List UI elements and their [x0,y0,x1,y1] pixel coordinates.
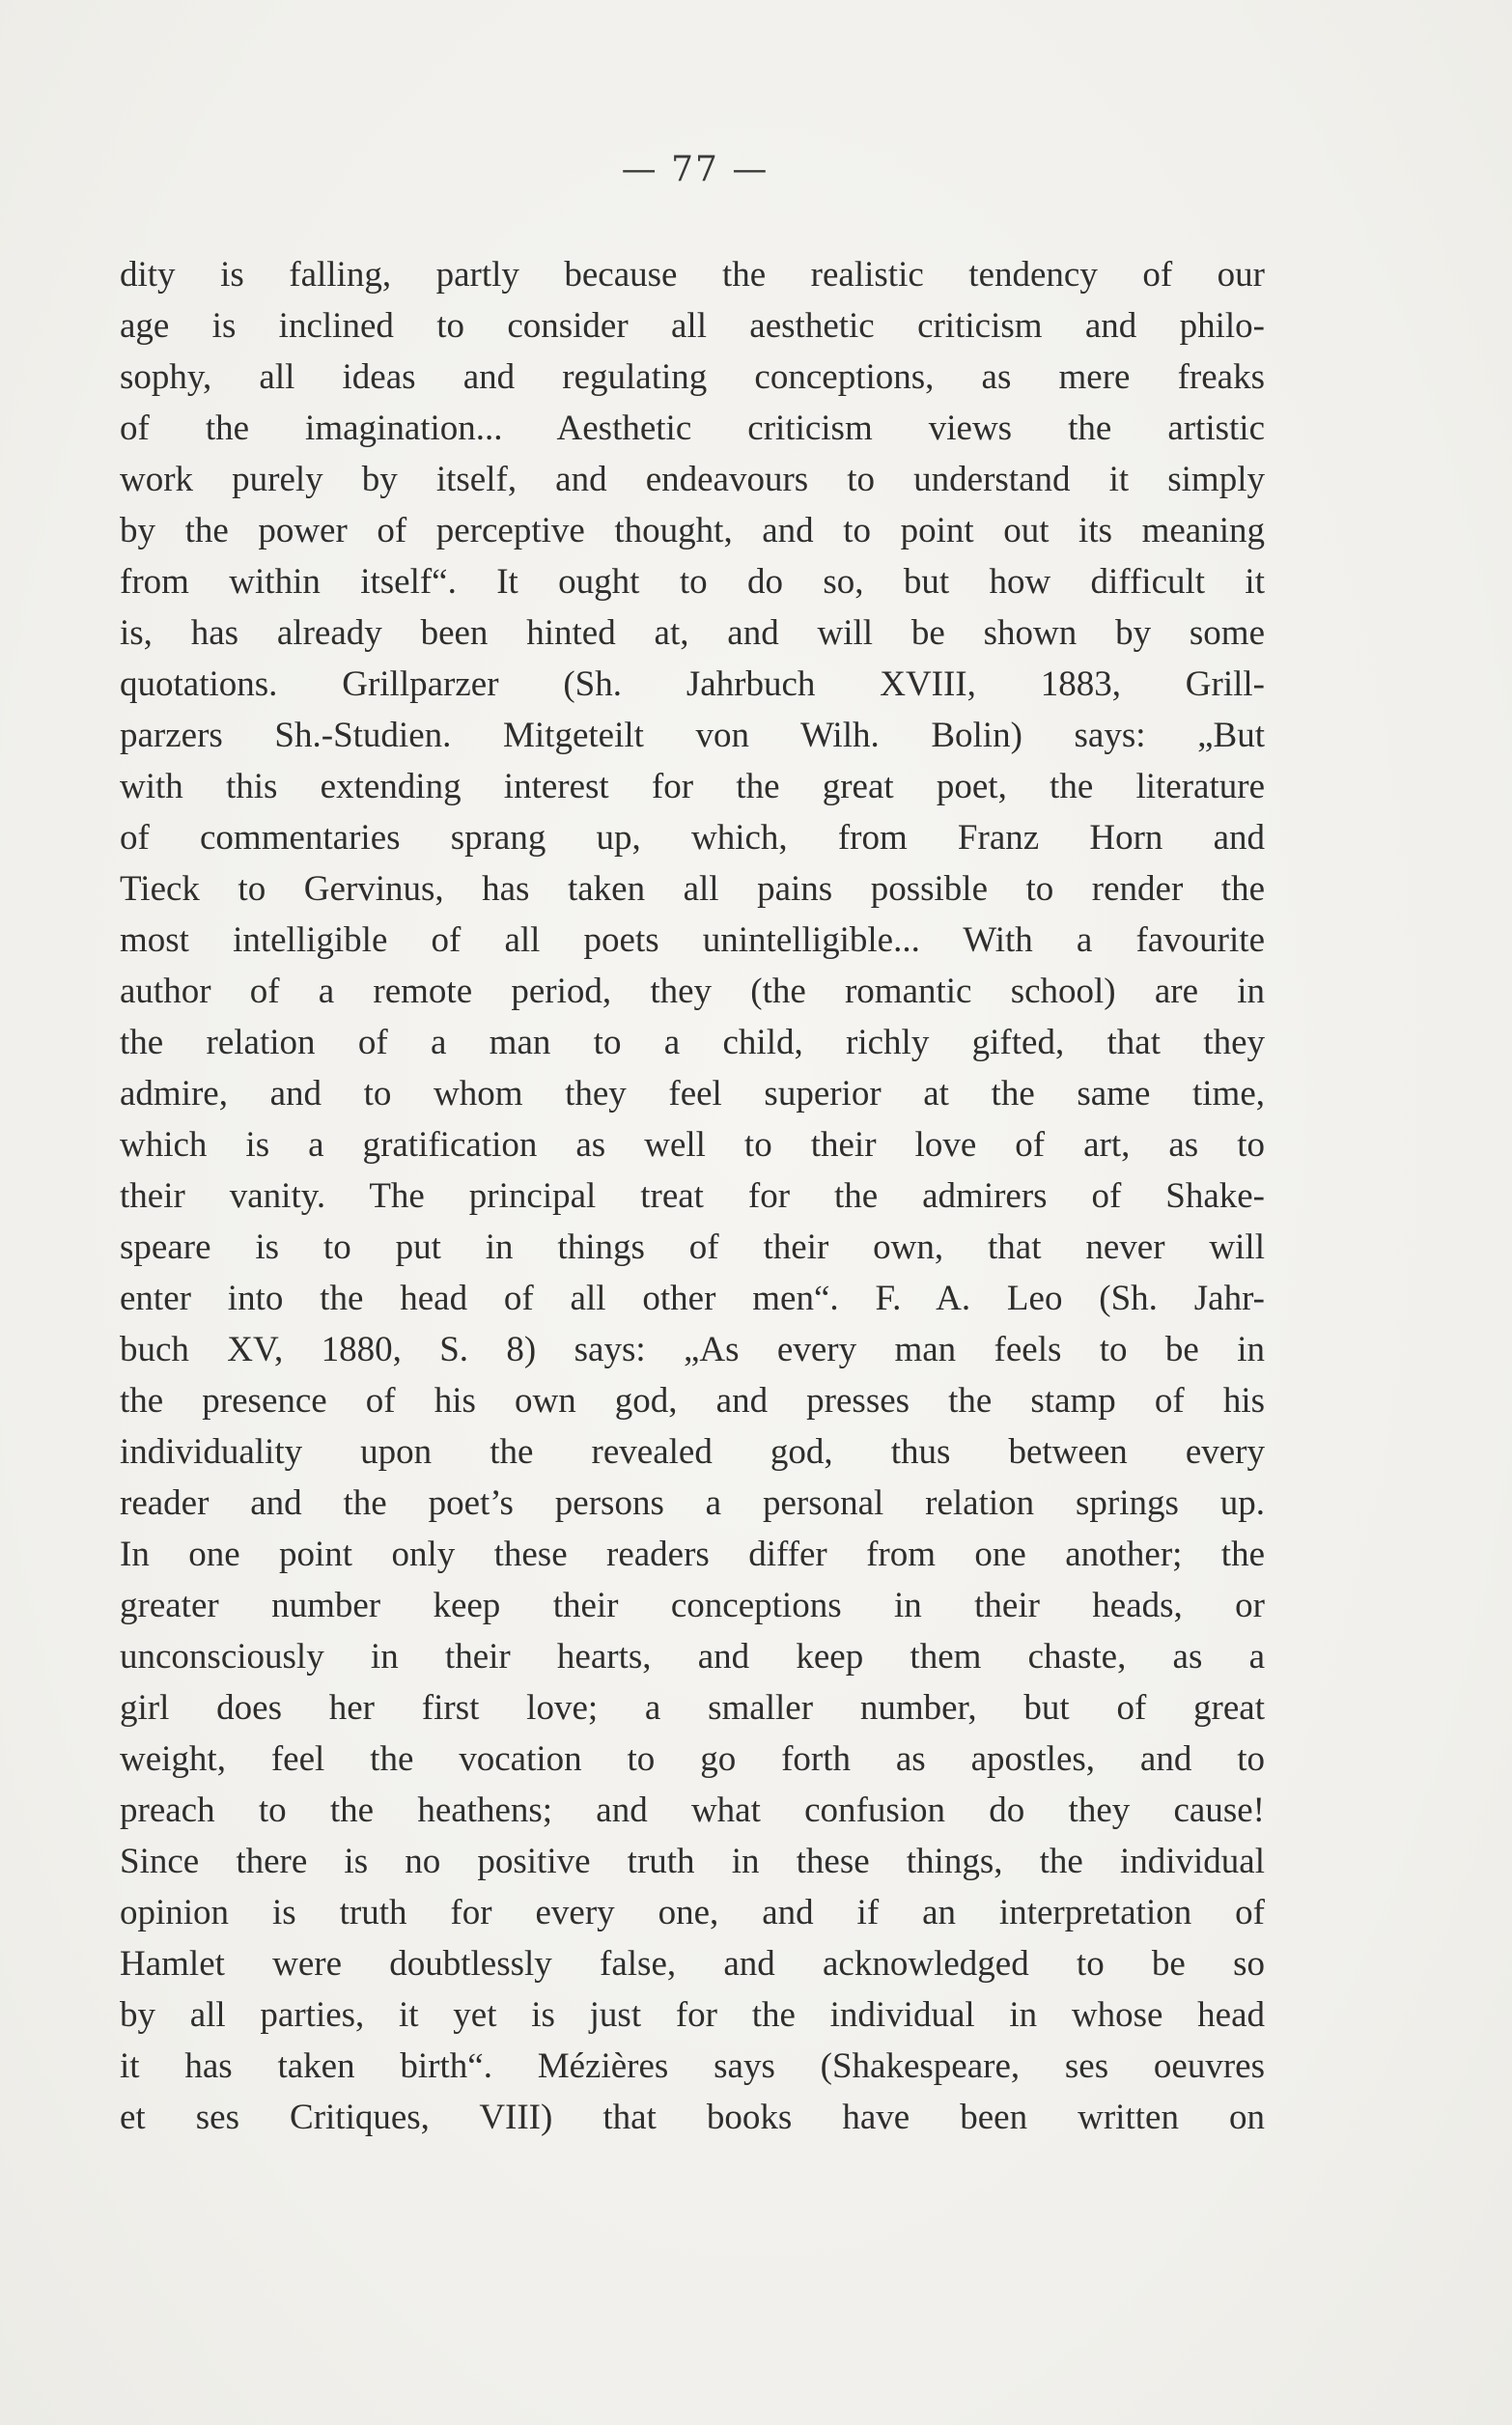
text-line: work purely by itself, and endeavours to understand it simply [120,460,1265,499]
text-line: Since there is no positive truth in these things, the individual [120,1842,1265,1881]
page-number: — 77 — [621,150,770,189]
text-line: is, has already been hinted at, and will be shown by some [120,613,1265,653]
text-line: reader and the poet’s persons a personal relation springs up. [120,1483,1265,1523]
text-line: age is inclined to consider all aesthetic criticism and philo- [120,306,1265,346]
text-line: enter into the head of all other men“. F. A. Leo (Sh. Jahr- [120,1279,1265,1318]
text-line: which is a gratification as well to their love of art, as to [120,1125,1265,1165]
text-line: opinion is truth for every one, and if an interpretation of [120,1893,1265,1932]
text-line: individuality upon the revealed god, thus between every [120,1432,1265,1472]
text-line: by the power of perceptive thought, and to point out its meaning [120,511,1265,550]
text-line: the relation of a man to a child, richly gifted, that they [120,1023,1265,1062]
text-line: unconsciously in their hearts, and keep them chaste, as a [120,1637,1265,1677]
text-line: parzers Sh.-Studien. Mitgeteilt von Wilh. Bolin) says: „But [120,716,1265,755]
text-line: greater number keep their conceptions in their heads, or [120,1586,1265,1625]
text-line: of commentaries sprang up, which, from Franz Horn and [120,818,1265,858]
text-line: Hamlet were doubtlessly false, and acknowledged to be so [120,1944,1265,1984]
text-line: their vanity. The principal treat for the admirers of Shake- [120,1176,1265,1216]
text-line: quotations. Grillparzer (Sh. Jahrbuch XVIII, 1883, Grill- [120,664,1265,704]
text-line: dity is falling, partly because the realistic tendency of our [120,255,1265,295]
text-line: admire, and to whom they feel superior at the same time, [120,1074,1265,1114]
text-line: from within itself“. It ought to do so, but how difficult it [120,562,1265,602]
text-line: weight, feel the vocation to go forth as apostles, and to [120,1739,1265,1779]
text-line: author of a remote period, they (the romantic school) are in [120,972,1265,1011]
text-line: Tieck to Gervinus, has taken all pains possible to render the [120,869,1265,909]
text-line: et ses Critiques, VIII) that books have been written on [120,2098,1265,2137]
text-line: with this extending interest for the great poet, the literature [120,767,1265,806]
text-line: speare is to put in things of their own, that never will [120,1227,1265,1267]
text-line: it has taken birth“. Mézières says (Shakespeare, ses oeuvres [120,2046,1265,2086]
text-line: girl does her first love; a smaller number, but of great [120,1688,1265,1728]
text-line: sophy, all ideas and regulating conceptions, as mere freaks [120,357,1265,397]
text-line: by all parties, it yet is just for the individual in whose head [120,1995,1265,2035]
text-line: preach to the heathens; and what confusion do they cause! [120,1791,1265,1830]
text-line: buch XV, 1880, S. 8) says: „As every man feels to be in [120,1330,1265,1369]
text-line: most intelligible of all poets unintelligible... With a favourite [120,920,1265,960]
text-line: In one point only these readers differ from one another; the [120,1535,1265,1574]
text-line: the presence of his own god, and presses the stamp of his [120,1381,1265,1421]
body-text [120,249,1265,2143]
text-line: of the imagination... Aesthetic criticism views the artistic [120,409,1265,448]
